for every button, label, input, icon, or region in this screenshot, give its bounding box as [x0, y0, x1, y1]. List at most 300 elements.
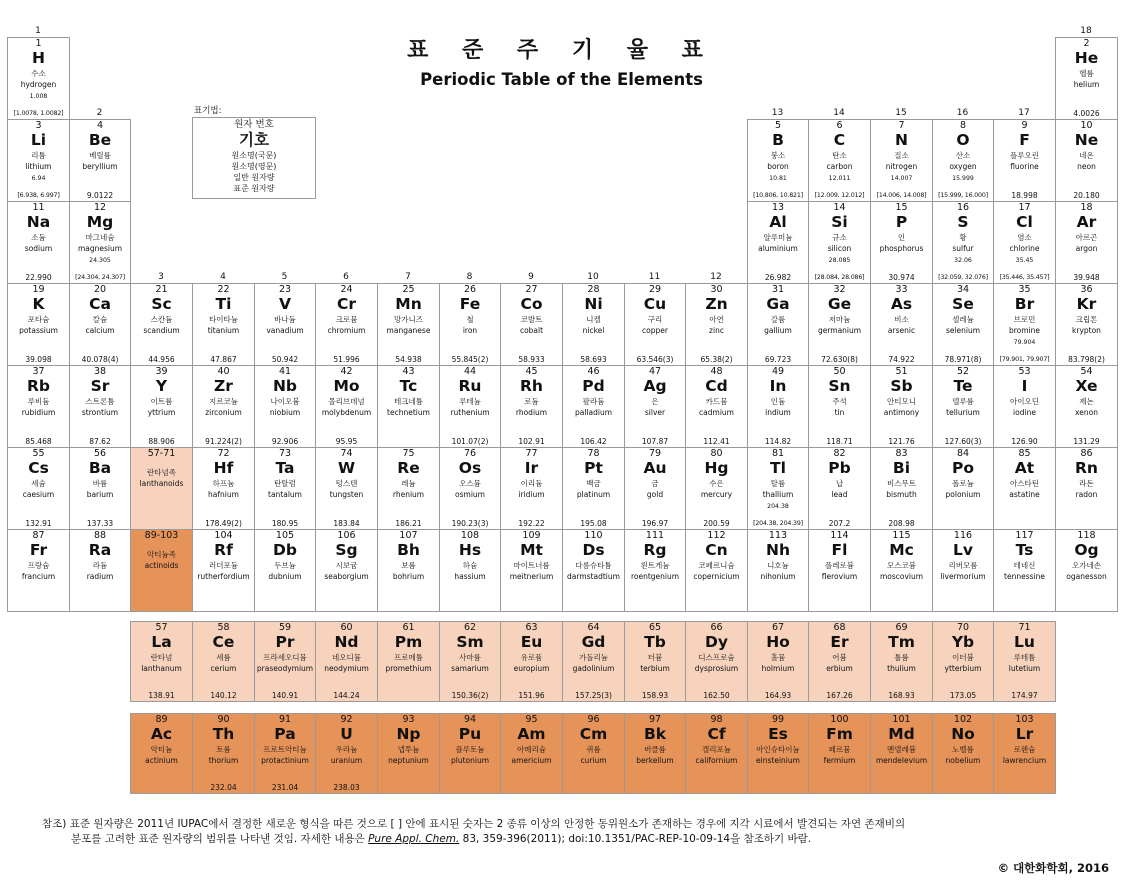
element-symbol: Fr — [29, 541, 48, 559]
element-name-ko: 루테늄 — [459, 397, 481, 406]
element-name-en: gold — [646, 490, 664, 499]
atomic-weight: 186.21 — [395, 519, 422, 528]
element-cell-zr[interactable] — [192, 365, 255, 448]
atomic-weight: 106.42 — [580, 437, 607, 446]
element-cell-as[interactable] — [870, 283, 933, 366]
element-symbol: Og — [1074, 541, 1099, 559]
atomic-weight: 88.906 — [148, 437, 175, 446]
atomic-number: 43 — [402, 366, 415, 377]
element-cell-cd[interactable] — [685, 365, 748, 448]
element-cell-k[interactable] — [7, 283, 70, 366]
atomic-number: 82 — [833, 448, 846, 459]
group-number: 5 — [281, 272, 288, 282]
element-name-ko: 세슘 — [31, 479, 46, 488]
atomic-number: 102 — [953, 714, 973, 725]
element-cell-kr[interactable] — [1055, 283, 1118, 366]
element-symbol: Mt — [520, 541, 543, 559]
element-name-en: indium — [765, 408, 791, 417]
element-cell-tb[interactable] — [624, 621, 686, 702]
element-name-ko: 란타넘 — [150, 653, 173, 662]
element-symbol: Lr — [1015, 725, 1034, 743]
element-cell-po[interactable] — [932, 447, 994, 530]
element-name-en: europium — [513, 664, 550, 673]
element-cell-mn[interactable] — [377, 283, 440, 366]
element-cell-na[interactable] — [7, 201, 70, 284]
element-symbol: Th — [212, 725, 235, 743]
element-cell-fl[interactable] — [808, 529, 871, 612]
atomic-number: 1 — [35, 38, 42, 49]
element-cell-am[interactable] — [500, 713, 563, 794]
atomic-weight: [10.806, 10.821] — [753, 192, 803, 199]
element-cell-ge[interactable] — [808, 283, 871, 366]
element-symbol: Pa — [274, 725, 296, 743]
element-cell-u[interactable] — [315, 713, 378, 794]
atomic-weight: 126.90 — [1011, 437, 1038, 446]
element-cell-dy[interactable] — [685, 621, 748, 702]
element-name-en: praseodymium — [256, 664, 314, 673]
element-cell-np[interactable] — [377, 713, 440, 794]
element-symbol: Ta — [275, 459, 295, 477]
element-cell-mg[interactable] — [69, 201, 131, 284]
footnote — [42, 817, 1102, 847]
element-name-en: dysprosium — [694, 664, 739, 673]
element-name-en: silicon — [827, 244, 852, 253]
atomic-weight: 207.2 — [828, 519, 851, 528]
atomic-number: 8 — [959, 120, 967, 131]
element-name-ko: 악티늄 — [150, 745, 173, 754]
element-cell-eu[interactable] — [500, 621, 563, 702]
atomic-weight: 138.91 — [148, 691, 175, 700]
element-symbol: Br — [1014, 295, 1035, 313]
atomic-weight: 30.974 — [888, 273, 915, 282]
element-cell-pt[interactable] — [562, 447, 625, 530]
element-name-ko: 질소 — [894, 151, 909, 160]
element-name-en: radium — [86, 572, 114, 581]
element-cell-sg[interactable] — [315, 529, 378, 612]
element-name-en: lanthanum — [141, 664, 182, 673]
element-cell-cf[interactable] — [685, 713, 748, 794]
atomic-weight: 183.84 — [333, 519, 360, 528]
element-symbol: Y — [155, 377, 168, 395]
element-cell-lv[interactable] — [932, 529, 994, 612]
element-cell-o[interactable] — [932, 119, 994, 202]
element-cell-og[interactable] — [1055, 529, 1118, 612]
atomic-weight: 208.98 — [888, 519, 915, 528]
element-name-ko: 몰리브데넘 — [328, 397, 365, 406]
element-cell-rn[interactable] — [1055, 447, 1118, 530]
element-cell-hs[interactable] — [439, 529, 501, 612]
element-cell-cu[interactable] — [624, 283, 686, 366]
element-cell-gd[interactable] — [562, 621, 625, 702]
series-range: 57-71 — [147, 448, 176, 459]
atomic-weight: 26.982 — [764, 273, 792, 282]
element-symbol: Po — [951, 459, 974, 477]
element-name-en: beryllium — [82, 162, 118, 171]
element-cell-tl[interactable] — [747, 447, 809, 530]
element-name-ko: 코페르니슘 — [698, 561, 735, 570]
element-name-ko: 홀뮴 — [770, 653, 786, 662]
element-cell-fe[interactable] — [439, 283, 501, 366]
atomic-weight: 232.04 — [210, 783, 237, 792]
element-name-ko: 어븀 — [832, 653, 847, 662]
atomic-number: 65 — [648, 622, 662, 633]
element-cell-se[interactable] — [932, 283, 994, 366]
element-cell-th[interactable] — [192, 713, 255, 794]
element-symbol: Rh — [520, 377, 543, 395]
element-cell-pu[interactable] — [439, 713, 501, 794]
atomic-number: 86 — [1080, 448, 1093, 459]
element-name-ko: 로듐 — [524, 397, 539, 406]
element-symbol: Pt — [584, 459, 603, 477]
series-name-ko: 악티늄족 — [147, 550, 176, 559]
element-name-en: lawrencium — [1002, 756, 1047, 765]
element-name-en: seaborgium — [324, 572, 369, 581]
element-symbol: Cn — [705, 541, 728, 559]
element-symbol: Hf — [213, 459, 234, 477]
element-cell-sr[interactable] — [69, 365, 131, 448]
atomic-weight: 173.05 — [949, 691, 977, 700]
element-symbol: Rg — [643, 541, 667, 559]
atomic-number: 70 — [956, 622, 970, 633]
element-cell-er[interactable] — [808, 621, 871, 702]
element-cell-lu[interactable] — [993, 621, 1056, 702]
element-name-en: lithium — [25, 162, 52, 171]
element-cell-at[interactable] — [993, 447, 1056, 530]
element-symbol: Se — [952, 295, 974, 313]
atomic-number: 101 — [892, 714, 911, 725]
element-symbol: Mo — [333, 377, 360, 395]
element-cell-xe[interactable] — [1055, 365, 1118, 448]
element-name-en: darmstadtium — [567, 572, 620, 581]
element-name-en: xenon — [1075, 408, 1098, 417]
element-cell-es[interactable] — [747, 713, 809, 794]
element-cell-ar[interactable] — [1055, 201, 1118, 284]
element-symbol: Fe — [459, 295, 481, 313]
atomic-number: 87 — [32, 530, 45, 541]
element-name-ko: 바륨 — [92, 479, 108, 488]
element-cell-mo[interactable] — [315, 365, 378, 448]
element-symbol: Co — [520, 295, 543, 313]
element-name-en: technetium — [387, 408, 430, 417]
group-number: 4 — [220, 272, 226, 282]
element-cell-ce[interactable] — [192, 621, 255, 702]
element-name-en: neon — [1077, 162, 1096, 171]
element-cell-br[interactable] — [993, 283, 1056, 366]
atomic-number: 63 — [525, 622, 538, 633]
element-symbol: Ac — [150, 725, 173, 743]
atomic-number: 14 — [833, 202, 846, 213]
atomic-weight: 22.990 — [25, 273, 52, 282]
element-cell-rg[interactable] — [624, 529, 686, 612]
element-cell-md[interactable] — [870, 713, 933, 794]
atomic-weight: 39.098 — [25, 355, 52, 364]
element-cell-ir[interactable] — [500, 447, 563, 530]
atomic-number: 93 — [402, 714, 415, 725]
element-symbol: Ag — [643, 377, 667, 395]
element-name-ko: 팔라듐 — [582, 397, 605, 406]
element-name-ko: 시보귬 — [335, 561, 358, 570]
element-name-en: scandium — [143, 326, 180, 335]
element-name-ko: 두브늄 — [274, 561, 296, 570]
legend-standard: 표준 원자량 — [233, 184, 275, 193]
conventional-weight: 28.085 — [828, 257, 851, 264]
element-name-en: antimony — [883, 408, 920, 417]
element-name-en: neodymium — [324, 664, 369, 673]
element-name-en: argon — [1075, 244, 1098, 253]
element-cell-rh[interactable] — [500, 365, 563, 448]
element-cell-rb[interactable] — [7, 365, 70, 448]
element-name-en: barium — [86, 490, 114, 499]
atomic-number: 15 — [895, 202, 908, 213]
element-name-en: tungsten — [329, 490, 364, 499]
element-cell-fr[interactable] — [7, 529, 70, 612]
element-symbol: F — [1019, 131, 1030, 149]
element-symbol: Cs — [28, 459, 49, 477]
atomic-number: 47 — [648, 366, 662, 377]
element-name-en: mercury — [700, 490, 733, 499]
atomic-weight: 180.95 — [271, 519, 299, 528]
element-cell-lr[interactable] — [993, 713, 1056, 794]
element-cell-ts[interactable] — [993, 529, 1056, 612]
element-cell-bk[interactable] — [624, 713, 686, 794]
element-cell-li[interactable] — [7, 119, 70, 202]
atomic-weight: 85.468 — [25, 437, 52, 446]
element-cell-db[interactable] — [254, 529, 316, 612]
element-cell-hg[interactable] — [685, 447, 748, 530]
element-symbol: Gd — [581, 633, 606, 651]
element-cell-yb[interactable] — [932, 621, 994, 702]
element-cell-nh[interactable] — [747, 529, 809, 612]
element-name-en: krypton — [1072, 326, 1101, 335]
element-name-en: carbon — [826, 162, 853, 171]
element-name-ko: 하슘 — [462, 561, 478, 570]
title-english: Periodic Table of the Elements — [420, 70, 703, 89]
legend-conventional: 일반 원자량 — [233, 173, 275, 182]
element-name-ko: 제논 — [1079, 397, 1094, 406]
element-cell-cl[interactable] — [993, 201, 1056, 284]
atomic-number: 42 — [340, 366, 353, 377]
element-cell-s[interactable] — [932, 201, 994, 284]
atomic-number: 98 — [710, 714, 723, 725]
element-cell-nb[interactable] — [254, 365, 316, 448]
element-cell-in[interactable] — [747, 365, 809, 448]
element-name-en: nickel — [582, 326, 605, 335]
element-name-ko: 유로퓸 — [520, 653, 543, 662]
element-cell-au[interactable] — [624, 447, 686, 530]
element-cell-cm[interactable] — [562, 713, 625, 794]
element-name-ko: 납 — [835, 479, 844, 488]
element-cell-pa[interactable] — [254, 713, 316, 794]
element-symbol: Cf — [707, 725, 726, 743]
element-cell-sb[interactable] — [870, 365, 933, 448]
atomic-number: 45 — [525, 366, 538, 377]
element-name-ko: 뢴트게늄 — [640, 561, 670, 570]
element-cell-mc[interactable] — [870, 529, 933, 612]
atomic-number: 56 — [93, 448, 107, 459]
element-cell-hf[interactable] — [192, 447, 255, 530]
element-cell-pd[interactable] — [562, 365, 625, 448]
atomic-number: 50 — [833, 366, 846, 377]
element-symbol: Rb — [26, 377, 51, 395]
atomic-number: 83 — [895, 448, 908, 459]
element-cell-y[interactable] — [130, 365, 193, 448]
element-cell-v[interactable] — [254, 283, 316, 366]
element-name-ko: 아메리슘 — [517, 745, 546, 754]
element-cell-cs[interactable] — [7, 447, 70, 530]
element-cell-w[interactable] — [315, 447, 378, 530]
element-symbol: Bh — [397, 541, 420, 559]
element-cell-ho[interactable] — [747, 621, 809, 702]
element-symbol: N — [895, 131, 908, 149]
atomic-number: 106 — [337, 530, 356, 541]
conventional-weight: 15.999 — [952, 175, 974, 182]
element-name-ko: 은 — [651, 397, 659, 406]
element-name-en: tantalum — [268, 490, 302, 499]
atomic-number: 35 — [1018, 284, 1031, 295]
atomic-number: 16 — [956, 202, 970, 213]
element-name-ko: 저마늄 — [828, 315, 851, 324]
element-name-ko: 아연 — [709, 315, 724, 324]
atomic-weight: [79.901, 79.907] — [999, 356, 1050, 363]
element-name-en: lead — [831, 490, 848, 499]
element-cell-p[interactable] — [870, 201, 933, 284]
element-cell-n[interactable] — [870, 119, 933, 202]
atomic-number: 77 — [525, 448, 538, 459]
element-cell-re[interactable] — [377, 447, 440, 530]
element-name-en: oganesson — [1066, 572, 1107, 581]
element-cell-b[interactable] — [747, 119, 809, 202]
element-cell-ti[interactable] — [192, 283, 255, 366]
atomic-number: 34 — [956, 284, 970, 295]
atomic-number: 95 — [525, 714, 538, 725]
element-cell-tm[interactable] — [870, 621, 933, 702]
element-cell-ac[interactable] — [130, 713, 193, 794]
element-cell-mt[interactable] — [500, 529, 563, 612]
atomic-weight: 65.38(2) — [700, 355, 733, 364]
element-name-ko: 토륨 — [216, 745, 231, 754]
atomic-weight: 121.76 — [888, 437, 915, 446]
element-name-en: copernicium — [693, 572, 740, 581]
element-name-ko: 아이오딘 — [1010, 397, 1039, 406]
element-name-en: sulfur — [952, 244, 974, 253]
element-symbol: Cr — [336, 295, 357, 313]
atomic-weight: 18.998 — [1011, 191, 1038, 200]
element-cell-sn[interactable] — [808, 365, 871, 448]
element-name-en: rutherfordium — [197, 572, 250, 581]
element-name-en: hassium — [454, 572, 486, 581]
element-name-en: ruthenium — [450, 408, 490, 417]
series-name-en: actinoids — [144, 561, 179, 570]
element-cell-ni[interactable] — [562, 283, 625, 366]
element-cell-te[interactable] — [932, 365, 994, 448]
element-cell-ds[interactable] — [562, 529, 625, 612]
element-name-ko: 니켈 — [586, 315, 601, 324]
element-name-ko: 마그네슘 — [85, 233, 115, 242]
element-cell-ga[interactable] — [747, 283, 809, 366]
atomic-weight: 140.12 — [210, 691, 237, 700]
atomic-number: 26 — [463, 284, 477, 295]
element-cell-f[interactable] — [993, 119, 1056, 202]
element-cell-fm[interactable] — [808, 713, 871, 794]
element-symbol: Hs — [458, 541, 482, 559]
element-cell-sc[interactable] — [130, 283, 193, 366]
journal-link[interactable]: Pure Appl. Chem. — [368, 833, 460, 845]
element-cell-pb[interactable] — [808, 447, 871, 530]
element-symbol: Re — [397, 459, 420, 477]
element-cell-ra[interactable] — [69, 529, 131, 612]
element-symbol: Ts — [1015, 541, 1034, 559]
element-cell-pr[interactable] — [254, 621, 316, 702]
element-cell-zn[interactable] — [685, 283, 748, 366]
element-cell-si[interactable] — [808, 201, 871, 284]
element-cell-co[interactable] — [500, 283, 563, 366]
atomic-weight: 47.867 — [210, 355, 237, 364]
element-cell-tc[interactable] — [377, 365, 440, 448]
element-cell-ne[interactable] — [1055, 119, 1118, 202]
atomic-weight: 137.33 — [86, 519, 114, 528]
atomic-weight: 151.96 — [518, 691, 545, 700]
atomic-weight: 200.59 — [703, 519, 730, 528]
atomic-number: 55 — [32, 448, 45, 459]
atomic-number: 11 — [32, 202, 45, 213]
element-name-ko: 폴로늄 — [952, 479, 974, 488]
atomic-number: 111 — [645, 530, 665, 541]
element-symbol: Pb — [828, 459, 851, 477]
atomic-number: 66 — [710, 622, 723, 633]
atomic-number: 19 — [32, 284, 45, 295]
element-cell-os[interactable] — [439, 447, 501, 530]
element-cell-i[interactable] — [993, 365, 1056, 448]
element-cell-nd[interactable] — [315, 621, 378, 702]
atomic-number: 40 — [217, 366, 230, 377]
element-cell-be[interactable] — [69, 119, 131, 202]
element-cell-la[interactable] — [130, 621, 193, 702]
atomic-number: 73 — [278, 448, 292, 459]
element-cell-ca[interactable] — [69, 283, 131, 366]
element-name-ko: 주석 — [832, 397, 847, 406]
element-name-en: einsteinium — [756, 756, 800, 765]
element-name-en: oxygen — [949, 162, 977, 171]
element-symbol: Am — [517, 725, 546, 743]
atomic-number: 61 — [402, 622, 415, 633]
element-cell-ta[interactable] — [254, 447, 316, 530]
group-number: 15 — [895, 108, 907, 118]
element-cell-pm[interactable] — [377, 621, 440, 702]
element-name-en: moscovium — [879, 572, 924, 581]
element-name-ko: 레늄 — [401, 479, 416, 488]
element-cell-sm[interactable] — [439, 621, 501, 702]
element-cell-rf[interactable] — [192, 529, 255, 612]
element-cell-cn[interactable] — [685, 529, 748, 612]
atomic-number: 72 — [217, 448, 230, 459]
group-number: 10 — [587, 272, 599, 282]
element-cell-no[interactable] — [932, 713, 994, 794]
atomic-number: 46 — [587, 366, 600, 377]
element-symbol: Rf — [214, 541, 233, 559]
element-name-en: thorium — [208, 756, 239, 765]
legend-key — [192, 117, 316, 199]
element-cell-ru[interactable] — [439, 365, 501, 448]
element-cell-cr[interactable] — [315, 283, 378, 366]
element-cell-bh[interactable] — [377, 529, 440, 612]
element-cell-bi[interactable] — [870, 447, 933, 530]
element-cell-ag[interactable] — [624, 365, 686, 448]
element-cell-c[interactable] — [808, 119, 871, 202]
element-cell-ba[interactable] — [69, 447, 131, 530]
element-name-en: helium — [1073, 80, 1100, 89]
element-cell-al[interactable] — [747, 201, 809, 284]
element-name-ko: 루테튬 — [1013, 653, 1036, 662]
